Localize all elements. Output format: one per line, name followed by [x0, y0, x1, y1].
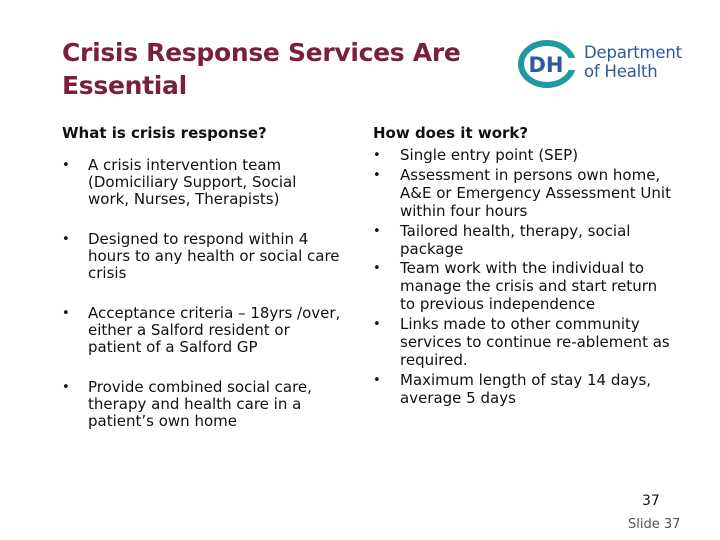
logo-line-2: of Health [584, 62, 658, 81]
bullet-icon: • [62, 232, 70, 247]
left-column-heading: What is crisis response? [62, 124, 267, 142]
list-item: • Assessment in persons own home, A&E or Emergency Assessment Unit within four hours [373, 165, 671, 220]
list-item: • Tailored health, therapy, social package [373, 221, 631, 258]
department-of-health-logo [518, 40, 690, 90]
bullet-icon: • [62, 306, 70, 321]
list-item: • Acceptance criteria – 18yrs /over, either a Salford resident or patient of a Salford GP [62, 304, 341, 356]
bullet-icon: • [373, 148, 381, 163]
bullet-icon: • [373, 223, 381, 239]
bullet-icon: • [373, 372, 381, 388]
bullet-icon: • [373, 261, 381, 277]
logo-line-1: Department [584, 43, 682, 62]
left-bullet-list [62, 157, 342, 453]
page-number: 37 [642, 493, 660, 509]
bullet-icon: • [62, 380, 70, 395]
logo-abbrev: DH [528, 53, 564, 77]
slide-number-label: Slide 37 [628, 517, 681, 532]
bullet-icon: • [373, 317, 381, 333]
list-item: • Links made to other community services to continue re-ablement as required. [373, 315, 670, 369]
list-item: • Designed to respond within 4 hours to any health or social care crisis [62, 230, 340, 282]
list-item: • Team work with the individual to manage the crisis and start return to previous independence [373, 259, 658, 314]
logo-text [584, 43, 682, 81]
list-item: • Provide combined social care, therapy and health care in a patient’s own home [62, 378, 312, 430]
dh-logo-mark-icon [518, 40, 580, 90]
list-item: • A crisis intervention team (Domiciliary Support, Social work, Nurses, Therapists) [62, 156, 297, 208]
right-column-heading: How does it work? [373, 124, 529, 142]
bullet-icon: • [373, 167, 381, 183]
bullet-icon: • [62, 158, 70, 173]
list-item: • Single entry point (SEP) [373, 146, 579, 164]
slide-title: Crisis Response Services Are Essential [62, 38, 461, 100]
list-item: • Maximum length of stay 14 days, average 5 days [373, 370, 652, 407]
right-bullet-list [373, 147, 673, 410]
